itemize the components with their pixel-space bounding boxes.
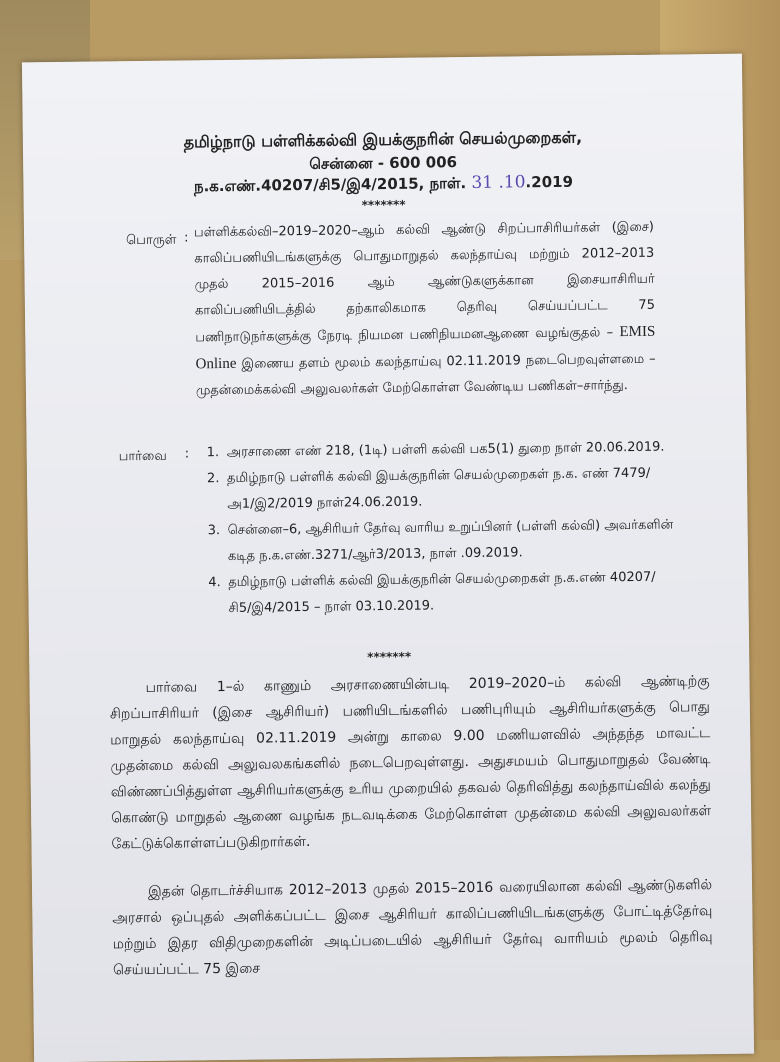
separator-top: ******* [361, 197, 406, 213]
reference-text-3: சென்னை–6, ஆசிரியர் தேர்வு வாரிய உறுப்பினர் (பள்ளி கல்வி) அவர்களின் கடித ந.க.எண்.3271/ஆர்3/2013, நாள் .09.2019. [227, 517, 674, 564]
subject-colon: : [183, 230, 189, 246]
references-list [207, 434, 679, 622]
document-page [22, 54, 754, 1062]
separator-middle: ******* [367, 649, 412, 665]
reference-number-2: 2. [206, 471, 220, 487]
reference-text-1: அரசாணை எண் 218, (1டி) பள்ளி கல்வி பக5(1) துறை நாள் 20.06.2019. [226, 439, 665, 460]
reference-number-4: 4. [208, 575, 221, 591]
references-label: பார்வை [118, 448, 167, 465]
reference-item [208, 512, 679, 570]
reference-year: .2019 [525, 172, 574, 192]
handwritten-date: 31 .10 [471, 172, 526, 193]
body-paragraph-1: பார்வை 1–ல் காணும் அரசாணையின்படி 2019–2020–ம் கல்வி ஆண்டிற்கு சிறப்பாசிரியர் (இசை ஆசிரியர்) பணியிடங்களில் பணிபுரியும் ஆசிரியர்களுக்கு பொது மாறுதல் கலந்தாய்வு 02.11.2019 அன்று காலை 9.00 மணியளவில் அந்தந்த மாவட்ட முதன்மை கல்வி அலுவலகங்களில் நடைபெறவுள்ளது. அதுசமயம் பொதுமாறுதல் வேண்டி விண்ணப்பித்துள்ள ஆசிரியர்களுக்கு உரிய முறையில் தகவல் தெரிவித்து கலந்தாய்வில் கலந்து கொண்டு மாறுதல் ஆணை வழங்க நடவடிக்கை மேற்கொள்ள முதன்மை கல்வி அலுவலர்கள் கேட்டுக்கொள்ளப்படுகிறார்கள். [109, 673, 712, 853]
reference-number-1: 1. [206, 445, 220, 461]
body-paragraph-2: இதன் தொடர்ச்சியாக 2012–2013 முதல் 2015–2016 வரையிலான கல்வி ஆண்டுகளில் அரசால் ஒப்புதல் அளிக்கப்பட்ட இசை ஆசிரியர் காலிப்பணியிடங்களுக்கு போட்டித்தேர்வு மற்றும் இதர விதிமுறைகளின் அடிப்படையில் ஆசிரியர் தேர்வு வாரியம் மூலம் தெரிவு செய்யப்பட்ட 75 இசை [112, 877, 713, 979]
subject-text [194, 215, 656, 405]
reference-number-3: 3. [207, 523, 221, 539]
header-office-title: தமிழ்நாடு பள்ளிக்கல்வி இயக்குநரின் செயல்முறைகள், [183, 127, 583, 152]
reference-text-2: தமிழ்நாடு பள்ளிக் கல்வி இயக்குநரின் செயல்முறைகள் ந.க. எண் 7479/அ1/இ2/2019 நாள்24.06.2019. [226, 465, 651, 512]
reference-number: ந.க.எண்.40207/சி5/இ4/2015, நாள். [193, 173, 472, 196]
reference-text-4: தமிழ்நாடு பள்ளிக் கல்வி இயக்குநரின் செயல்முறைகள் ந.க.எண் 40207/சி5/இ4/2015 – நாள் 03.10.2019. [228, 569, 656, 616]
reference-item [208, 564, 679, 622]
header-city: சென்னை - 600 006 [309, 153, 458, 173]
subject-emis-online: EMIS Online [195, 323, 656, 373]
reference-item [207, 460, 678, 518]
subject-label: பொருள் [126, 232, 177, 249]
subject-text-part-a: பள்ளிக்கல்வி–2019–2020–ஆம் கல்வி ஆண்டு சிறப்பாசிரியர்கள் (இசை) காலிப்பணியிடங்களுக்கு பொதுமாறுதல் கலந்தாய்வு மற்றும் 2012–2013 முதல் 2015–2016 ஆம் ஆண்டுகளுக்கான இசையாசிரியர் காலிப்பணியிடத்தில் தற்காலிகமாக தெரிவு செய்யப்பட்ட 75 பணிநாடுநர்களுக்கு நேரடி நியமன பணிநியமனஆணை வழங்குதல் – [193, 219, 656, 346]
references-colon: : [184, 446, 190, 462]
subject-text-part-b: இணைய தளம் மூலம் கலந்தாய்வு 02.11.2019 நடைபெறவுள்ளமை – முதன்மைக்கல்வி அலுவலர்கள் மேற்கொள்ள வேண்டிய பணிகள்–சார்ந்து. [195, 351, 656, 399]
